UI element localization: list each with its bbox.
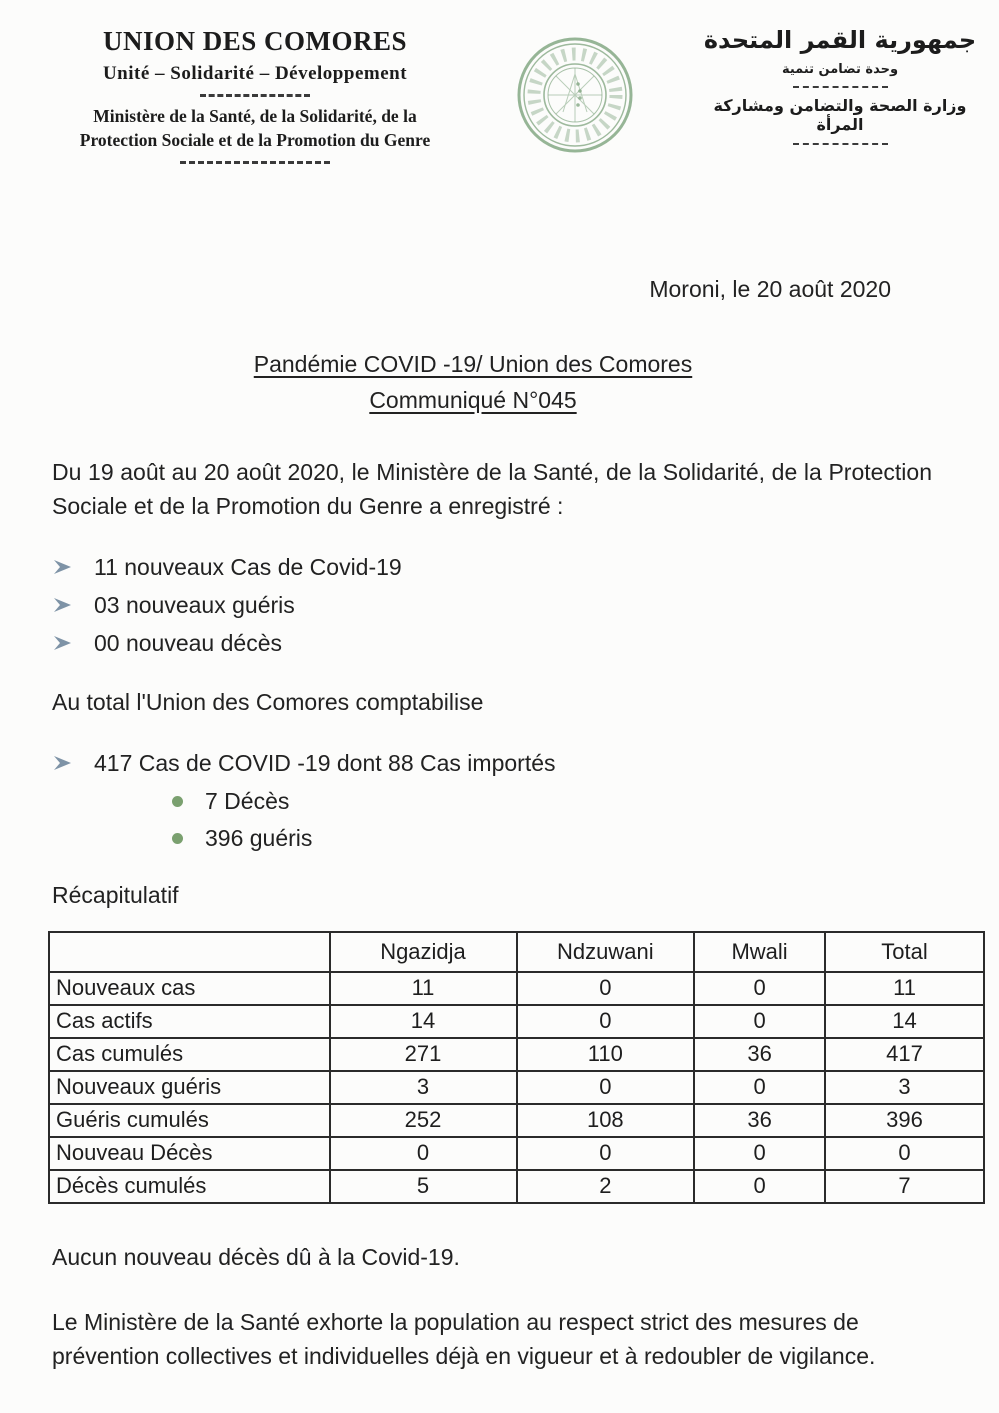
table-cell: 36	[694, 1104, 825, 1137]
table-cell: 252	[330, 1104, 517, 1137]
table-cell: 5	[330, 1170, 517, 1203]
table-cell: 0	[694, 1071, 825, 1104]
dash-separator	[200, 94, 310, 97]
dash-separator	[793, 143, 888, 145]
row-label: Guéris cumulés	[49, 1104, 330, 1137]
intro-paragraph: Du 19 août au 20 août 2020, le Ministère de la Santé, de la Solidarité, de la Protection Sociale et de la Promotion du Genre a enregistré :	[52, 458, 932, 520]
arrow-bullet-icon	[52, 634, 78, 652]
list-item	[172, 788, 999, 815]
table-cell: 7	[825, 1170, 984, 1203]
table-cell: 11	[330, 972, 517, 1005]
table-cell: 108	[517, 1104, 695, 1137]
list-item	[52, 630, 999, 657]
table-header-mwali: Mwali	[694, 932, 825, 972]
table-cell: 0	[694, 1137, 825, 1170]
total-details-list	[172, 788, 999, 852]
table-cell: 396	[825, 1104, 984, 1137]
dateline: Moroni, le 20 août 2020	[649, 276, 891, 303]
table-cell: 110	[517, 1038, 695, 1071]
letterhead-arabic-block	[695, 26, 991, 153]
table-cell: 11	[825, 972, 984, 1005]
title-line2: Communiqué N°045	[369, 386, 577, 413]
table-cell: 3	[330, 1071, 517, 1104]
org-motto: Unité – Solidarité – Développement	[102, 63, 408, 84]
row-label: Nouveaux guéris	[49, 1071, 330, 1104]
dash-separator	[180, 161, 330, 164]
new-items-list	[52, 554, 999, 657]
table-row	[49, 1104, 984, 1137]
list-item-text: 396 guéris	[205, 824, 313, 851]
dot-bullet-icon	[172, 796, 183, 807]
no-deaths-note: Aucun nouveau décès dû à la Covid-19.	[52, 1243, 460, 1270]
table-header-row	[49, 932, 984, 972]
table-cell: 0	[825, 1137, 984, 1170]
arabic-motto: وحدة تضامن تنمية	[781, 62, 899, 77]
table-cell: 0	[694, 1170, 825, 1203]
row-label: Nouveau Décès	[49, 1137, 330, 1170]
comoros-seal-icon	[514, 34, 636, 156]
table-row	[49, 1005, 984, 1038]
row-label: Nouveaux cas	[49, 972, 330, 1005]
arrow-bullet-icon	[52, 558, 78, 576]
table-row	[49, 1038, 984, 1071]
grand-total-text: 417 Cas de COVID -19 dont 88 Cas importés	[94, 749, 556, 776]
list-item	[52, 592, 999, 619]
table-cell: 0	[694, 972, 825, 1005]
row-label: Cas actifs	[49, 1005, 330, 1038]
table-cell: 417	[825, 1038, 984, 1071]
list-item-text: 7 Décès	[205, 787, 290, 814]
list-item	[172, 825, 999, 852]
org-name: UNION DES COMORES	[102, 26, 408, 56]
letterhead-emblem	[500, 26, 650, 156]
title-line1: Pandémie COVID -19/ Union des Comores	[253, 351, 693, 378]
dash-separator	[793, 86, 888, 88]
table-cell: 0	[330, 1137, 517, 1170]
grand-total-list	[52, 750, 999, 852]
table-cell: 0	[517, 1071, 695, 1104]
list-item	[52, 750, 999, 777]
arrow-bullet-icon	[52, 754, 78, 772]
table-cell: 2	[517, 1170, 695, 1203]
table-cell: 14	[825, 1005, 984, 1038]
table-row	[49, 1170, 984, 1203]
table-cell: 36	[694, 1038, 825, 1071]
table-cell: 0	[694, 1005, 825, 1038]
table-header-total: Total	[825, 932, 984, 972]
table-cell: 14	[330, 1005, 517, 1038]
row-label: Décès cumulés	[49, 1170, 330, 1203]
list-item-text: 03 nouveaux guéris	[94, 591, 295, 618]
table-cell: 0	[517, 1005, 695, 1038]
table-cell: 3	[825, 1071, 984, 1104]
table-cell: 0	[517, 1137, 695, 1170]
table-header-empty	[49, 932, 330, 972]
table-cell: 0	[517, 972, 695, 1005]
advice-paragraph: Le Ministère de la Santé exhorte la population au respect strict des mesures de prévention collectives et individuelles déjà en vigueur et à redoubler de vigilance.	[52, 1308, 876, 1370]
dot-bullet-icon	[172, 833, 183, 844]
list-item-text: 11 nouveaux Cas de Covid-19	[94, 553, 402, 580]
arrow-bullet-icon	[52, 596, 78, 614]
letterhead	[0, 0, 999, 172]
total-intro: Au total l'Union des Comores comptabilise	[52, 688, 484, 715]
ministry-line1: Ministère de la Santé, de la Solidarité, de la	[93, 106, 417, 126]
table-row	[49, 972, 984, 1005]
table-row	[49, 1137, 984, 1170]
table-header-ngazidja: Ngazidja	[330, 932, 517, 972]
table-row	[49, 1071, 984, 1104]
arabic-title: جمهورية القمر المتحدة	[703, 26, 977, 54]
letterhead-french-block	[55, 26, 455, 172]
list-item	[52, 554, 999, 581]
recap-table	[48, 931, 985, 1204]
table-cell: 271	[330, 1038, 517, 1071]
recap-heading: Récapitulatif	[52, 881, 179, 908]
row-label: Cas cumulés	[49, 1038, 330, 1071]
arabic-ministry: وزارة الصحة والتضامن ومشاركة المرأة	[713, 96, 967, 134]
ministry-name	[55, 105, 455, 152]
table-header-ndzuwani: Ndzuwani	[517, 932, 695, 972]
ministry-line2: Protection Sociale et de la Promotion du Genre	[79, 129, 431, 150]
document-title	[0, 347, 946, 418]
list-item-text: 00 nouveau décès	[94, 629, 282, 656]
